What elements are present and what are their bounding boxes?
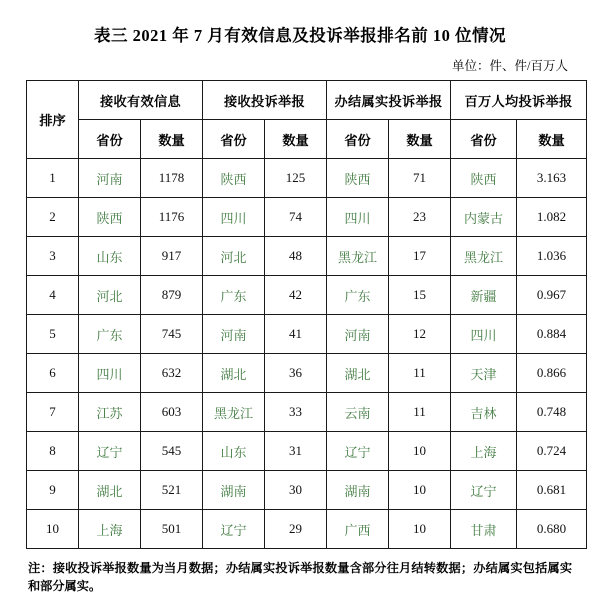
table-row (27, 315, 587, 354)
table-row (27, 276, 587, 315)
cell-quantity: 545 (141, 432, 203, 471)
cell-rank: 3 (27, 237, 79, 276)
cell-quantity: 917 (141, 237, 203, 276)
cell-province: 河南 (203, 315, 265, 354)
table-header-row-subs (27, 120, 587, 159)
cell-province: 黑龙江 (203, 393, 265, 432)
table-note (28, 559, 572, 596)
cell-province: 四川 (203, 198, 265, 237)
cell-province: 四川 (79, 354, 141, 393)
cell-quantity: 1176 (141, 198, 203, 237)
table-row (27, 510, 587, 549)
cell-province: 湖北 (203, 354, 265, 393)
cell-quantity: 71 (389, 159, 451, 198)
header-province-4: 省份 (451, 120, 517, 159)
cell-province: 陕西 (79, 198, 141, 237)
cell-quantity: 1.082 (517, 198, 587, 237)
cell-quantity: 23 (389, 198, 451, 237)
cell-quantity: 632 (141, 354, 203, 393)
table-body (27, 159, 587, 549)
cell-province: 甘肃 (451, 510, 517, 549)
cell-province: 江苏 (79, 393, 141, 432)
cell-quantity: 10 (389, 432, 451, 471)
cell-province: 上海 (79, 510, 141, 549)
header-quantity-4: 数量 (517, 120, 587, 159)
cell-quantity: 74 (265, 198, 327, 237)
cell-province: 河北 (79, 276, 141, 315)
cell-quantity: 15 (389, 276, 451, 315)
cell-rank: 7 (27, 393, 79, 432)
unit-label: 单位：件、件/百万人 (452, 59, 568, 73)
cell-province: 广东 (79, 315, 141, 354)
cell-quantity: 36 (265, 354, 327, 393)
header-province-3: 省份 (327, 120, 389, 159)
cell-province: 湖南 (327, 471, 389, 510)
header-quantity-2: 数量 (265, 120, 327, 159)
cell-province: 云南 (327, 393, 389, 432)
cell-quantity: 29 (265, 510, 327, 549)
cell-quantity: 48 (265, 237, 327, 276)
cell-quantity: 10 (389, 471, 451, 510)
cell-quantity: 11 (389, 393, 451, 432)
cell-quantity: 0.866 (517, 354, 587, 393)
cell-quantity: 30 (265, 471, 327, 510)
table-row (27, 237, 587, 276)
header-group-received-complaints: 接收投诉举报 (203, 81, 327, 120)
cell-quantity: 0.681 (517, 471, 587, 510)
cell-province: 湖北 (327, 354, 389, 393)
cell-quantity: 0.884 (517, 315, 587, 354)
cell-quantity: 12 (389, 315, 451, 354)
cell-province: 山东 (203, 432, 265, 471)
cell-quantity: 0.724 (517, 432, 587, 471)
cell-quantity: 1178 (141, 159, 203, 198)
header-quantity-3: 数量 (389, 120, 451, 159)
header-group-received-valid-info: 接收有效信息 (79, 81, 203, 120)
cell-province: 湖南 (203, 471, 265, 510)
cell-quantity: 125 (265, 159, 327, 198)
cell-province: 广东 (327, 276, 389, 315)
table-row (27, 354, 587, 393)
cell-quantity: 0.748 (517, 393, 587, 432)
note-text: 接收投诉举报数量为当月数据；办结属实投诉举报数量含部分往月结转数据；办结属实包括属实和部分属实。 (28, 561, 573, 594)
cell-province: 陕西 (203, 159, 265, 198)
header-group-confirmed-complaints: 办结属实投诉举报 (327, 81, 451, 120)
header-province-1: 省份 (79, 120, 141, 159)
cell-province: 上海 (451, 432, 517, 471)
page-title: 表三 2021 年 7 月有效信息及投诉举报排名前 10 位情况 (94, 26, 506, 45)
cell-quantity: 521 (141, 471, 203, 510)
cell-rank: 5 (27, 315, 79, 354)
cell-rank: 9 (27, 471, 79, 510)
cell-quantity: 0.967 (517, 276, 587, 315)
cell-quantity: 10 (389, 510, 451, 549)
cell-rank: 2 (27, 198, 79, 237)
cell-quantity: 745 (141, 315, 203, 354)
cell-rank: 8 (27, 432, 79, 471)
cell-province: 河南 (327, 315, 389, 354)
cell-quantity: 603 (141, 393, 203, 432)
cell-province: 湖北 (79, 471, 141, 510)
ranking-table (26, 80, 587, 549)
table-row (27, 393, 587, 432)
cell-quantity: 11 (389, 354, 451, 393)
cell-province: 广东 (203, 276, 265, 315)
cell-province: 河南 (79, 159, 141, 198)
table-row (27, 432, 587, 471)
cell-province: 陕西 (451, 159, 517, 198)
table-head (27, 81, 587, 159)
cell-quantity: 41 (265, 315, 327, 354)
cell-rank: 10 (27, 510, 79, 549)
cell-quantity: 879 (141, 276, 203, 315)
cell-quantity: 42 (265, 276, 327, 315)
cell-province: 黑龙江 (451, 237, 517, 276)
note-label: 注： (28, 561, 53, 575)
cell-province: 辽宁 (451, 471, 517, 510)
cell-province: 陕西 (327, 159, 389, 198)
cell-province: 辽宁 (79, 432, 141, 471)
cell-quantity: 33 (265, 393, 327, 432)
table-row (27, 159, 587, 198)
table-row (27, 198, 587, 237)
cell-province: 四川 (327, 198, 389, 237)
cell-province: 河北 (203, 237, 265, 276)
cell-province: 辽宁 (327, 432, 389, 471)
table-header-row-groups (27, 81, 587, 120)
cell-rank: 1 (27, 159, 79, 198)
cell-province: 辽宁 (203, 510, 265, 549)
cell-province: 内蒙古 (451, 198, 517, 237)
cell-rank: 4 (27, 276, 79, 315)
cell-province: 黑龙江 (327, 237, 389, 276)
cell-rank: 6 (27, 354, 79, 393)
table-row (27, 471, 587, 510)
cell-quantity: 0.680 (517, 510, 587, 549)
header-group-per-million-complaints: 百万人均投诉举报 (451, 81, 587, 120)
cell-province: 天津 (451, 354, 517, 393)
header-quantity-1: 数量 (141, 120, 203, 159)
cell-quantity: 31 (265, 432, 327, 471)
cell-province: 四川 (451, 315, 517, 354)
cell-province: 广西 (327, 510, 389, 549)
header-province-2: 省份 (203, 120, 265, 159)
cell-quantity: 1.036 (517, 237, 587, 276)
cell-quantity: 3.163 (517, 159, 587, 198)
cell-province: 山东 (79, 237, 141, 276)
cell-quantity: 501 (141, 510, 203, 549)
cell-province: 吉林 (451, 393, 517, 432)
cell-quantity: 17 (389, 237, 451, 276)
cell-province: 新疆 (451, 276, 517, 315)
header-rank: 排序 (27, 81, 79, 159)
